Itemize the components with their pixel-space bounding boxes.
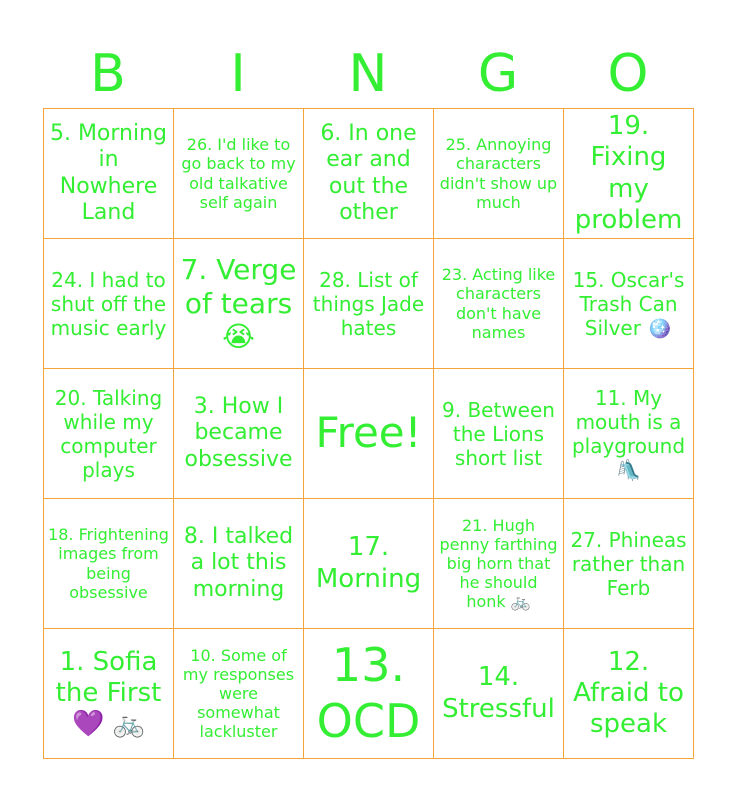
bingo-cell[interactable]	[44, 109, 174, 239]
free-cell[interactable]	[304, 369, 434, 499]
bingo-cell[interactable]	[564, 109, 694, 239]
cell-label: 17. Morning	[315, 532, 422, 594]
cell-label: 21. Hugh penny farthing big horn that he should honk 🚲	[439, 515, 558, 612]
bingo-cell[interactable]	[304, 629, 434, 759]
board-row-2	[44, 239, 694, 369]
cell-label: 24. I had to shut off the music early	[50, 267, 167, 340]
bingo-cell[interactable]	[174, 109, 304, 239]
bingo-cell[interactable]	[44, 369, 174, 499]
bingo-cell[interactable]	[564, 369, 694, 499]
bingo-cell[interactable]	[564, 499, 694, 629]
cell-label: 26. I'd like to go back to my old talkative self again	[181, 135, 296, 212]
cell-label: 27. Phineas rather than Ferb	[570, 527, 687, 600]
header-letter-o: O	[607, 44, 649, 104]
cell-label: 12. Afraid to speak	[573, 646, 684, 740]
bingo-cell[interactable]	[434, 499, 564, 629]
bingo-cell[interactable]	[304, 499, 434, 629]
cell-label: 20. Talking while my computer plays	[54, 385, 163, 482]
bingo-header	[43, 40, 693, 108]
bingo-cell[interactable]	[174, 629, 304, 759]
cell-label: 3. How I became obsessive	[184, 393, 293, 472]
bingo-cell[interactable]	[304, 109, 434, 239]
bingo-cell[interactable]	[44, 239, 174, 369]
bingo-cell[interactable]	[304, 239, 434, 369]
board-row-3	[44, 369, 694, 499]
bingo-cell[interactable]	[174, 239, 304, 369]
cell-label: 1. Sofia the First 💜 🚲	[55, 646, 162, 740]
cell-label: 8. I talked a lot this morning	[183, 523, 294, 602]
cell-label: 10. Some of my responses were somewhat lackluster	[182, 645, 295, 742]
bingo-board	[43, 108, 694, 759]
bingo-cell[interactable]	[44, 499, 174, 629]
board-row-4	[44, 499, 694, 629]
cell-label: 6. In one ear and out the other	[320, 120, 417, 225]
bingo-cell[interactable]	[174, 369, 304, 499]
cell-label: 13. OCD	[316, 638, 421, 748]
free-label: Free!	[315, 408, 422, 458]
cell-label: 9. Between the Lions short list	[442, 397, 555, 470]
bingo-cell[interactable]	[434, 629, 564, 759]
bingo-cell[interactable]	[174, 499, 304, 629]
board-row-1	[44, 109, 694, 239]
cell-label: 14. Stressful	[442, 662, 555, 724]
bingo-cell[interactable]	[434, 369, 564, 499]
bingo-cell[interactable]	[44, 629, 174, 759]
cell-label: 23. Acting like characters don't have names	[441, 265, 556, 342]
header-letter-i: I	[230, 44, 246, 104]
cell-label: 25. Annoying characters didn't show up much	[439, 135, 558, 212]
cell-label: 28. List of things Jade hates	[312, 267, 425, 340]
bingo-cell[interactable]	[564, 629, 694, 759]
cell-label: 18. Frightening images from being obsessive	[48, 525, 169, 602]
cell-label: 5. Morning in Nowhere Land	[49, 120, 168, 225]
bingo-cell[interactable]	[564, 239, 694, 369]
bingo-cell[interactable]	[434, 239, 564, 369]
cell-label: 15. Oscar's Trash Can Silver 🪩	[572, 267, 685, 340]
header-letter-n: N	[348, 44, 388, 104]
cell-label: 11. My mouth is a playground 🛝	[571, 385, 686, 482]
bingo-cell[interactable]	[434, 109, 564, 239]
header-letter-g: G	[477, 44, 519, 104]
cell-label: 19. Fixing my problem	[574, 111, 683, 235]
header-letter-b: B	[90, 44, 126, 104]
cell-label: 7. Verge of tears 😭	[180, 253, 297, 354]
board-row-5	[44, 629, 694, 759]
